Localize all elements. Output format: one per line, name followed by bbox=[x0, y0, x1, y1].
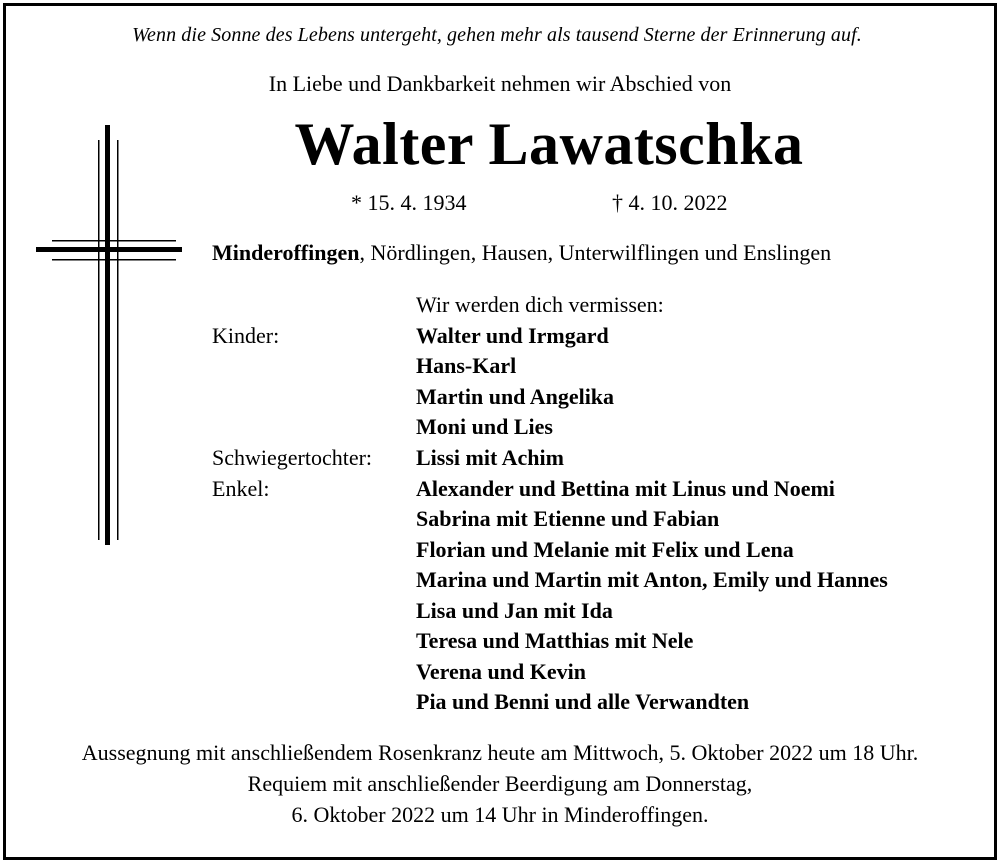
service-line-2: Requiem mit anschließender Beerdigung am Donnerstag, bbox=[247, 771, 753, 796]
list-item: Marina und Martin mit Anton, Emily und Hannes bbox=[416, 567, 888, 592]
list-item: Teresa und Matthias mit Nele bbox=[416, 628, 694, 653]
list-item: Martin und Angelika bbox=[416, 384, 615, 409]
motto-quote: Wenn die Sonne des Lebens untergeht, gehen mehr als tausend Sterne der Erinnerung auf. bbox=[132, 24, 862, 46]
list-item: Sabrina mit Etienne und Fabian bbox=[416, 506, 720, 531]
death-date: † 4. 10. 2022 bbox=[612, 190, 728, 215]
place-others: , Nördlingen, Hausen, Unterwilflingen und Enslingen bbox=[359, 240, 832, 265]
cross-icon bbox=[0, 0, 200, 560]
list-item: Florian und Melanie mit Felix und Lena bbox=[416, 537, 794, 562]
daughter-in-law-label: Schwiegertochter: bbox=[212, 445, 373, 470]
grandchildren-label: Enkel: bbox=[212, 476, 270, 501]
children-label: Kinder: bbox=[212, 323, 280, 348]
service-line-1: Aussegnung mit anschließendem Rosenkranz heute am Mittwoch, 5. Oktober 2022 um 18 Uhr. bbox=[81, 740, 919, 765]
service-details bbox=[0, 737, 1000, 830]
place-primary: Minderoffingen bbox=[212, 240, 360, 265]
list-item: Lisa und Jan mit Ida bbox=[416, 598, 613, 623]
birth-date: * 15. 4. 1934 bbox=[351, 190, 467, 215]
list-item: Lissi mit Achim bbox=[416, 445, 564, 470]
miss-line: Wir werden dich vermissen: bbox=[416, 292, 664, 317]
list-item: Hans-Karl bbox=[416, 353, 517, 378]
deceased-name: Walter Lawatschka bbox=[294, 111, 804, 177]
list-item: Moni und Lies bbox=[416, 414, 553, 439]
list-item: Walter und Irmgard bbox=[416, 323, 609, 348]
service-line-3: 6. Oktober 2022 um 14 Uhr in Minderoffingen. bbox=[291, 802, 709, 827]
list-item: Alexander und Bettina mit Linus und Noemi bbox=[416, 476, 835, 501]
intro-line: In Liebe und Dankbarkeit nehmen wir Abschied von bbox=[268, 71, 732, 96]
places-line bbox=[212, 240, 831, 266]
list-item: Pia und Benni und alle Verwandten bbox=[416, 689, 750, 714]
list-item: Verena und Kevin bbox=[416, 659, 586, 684]
